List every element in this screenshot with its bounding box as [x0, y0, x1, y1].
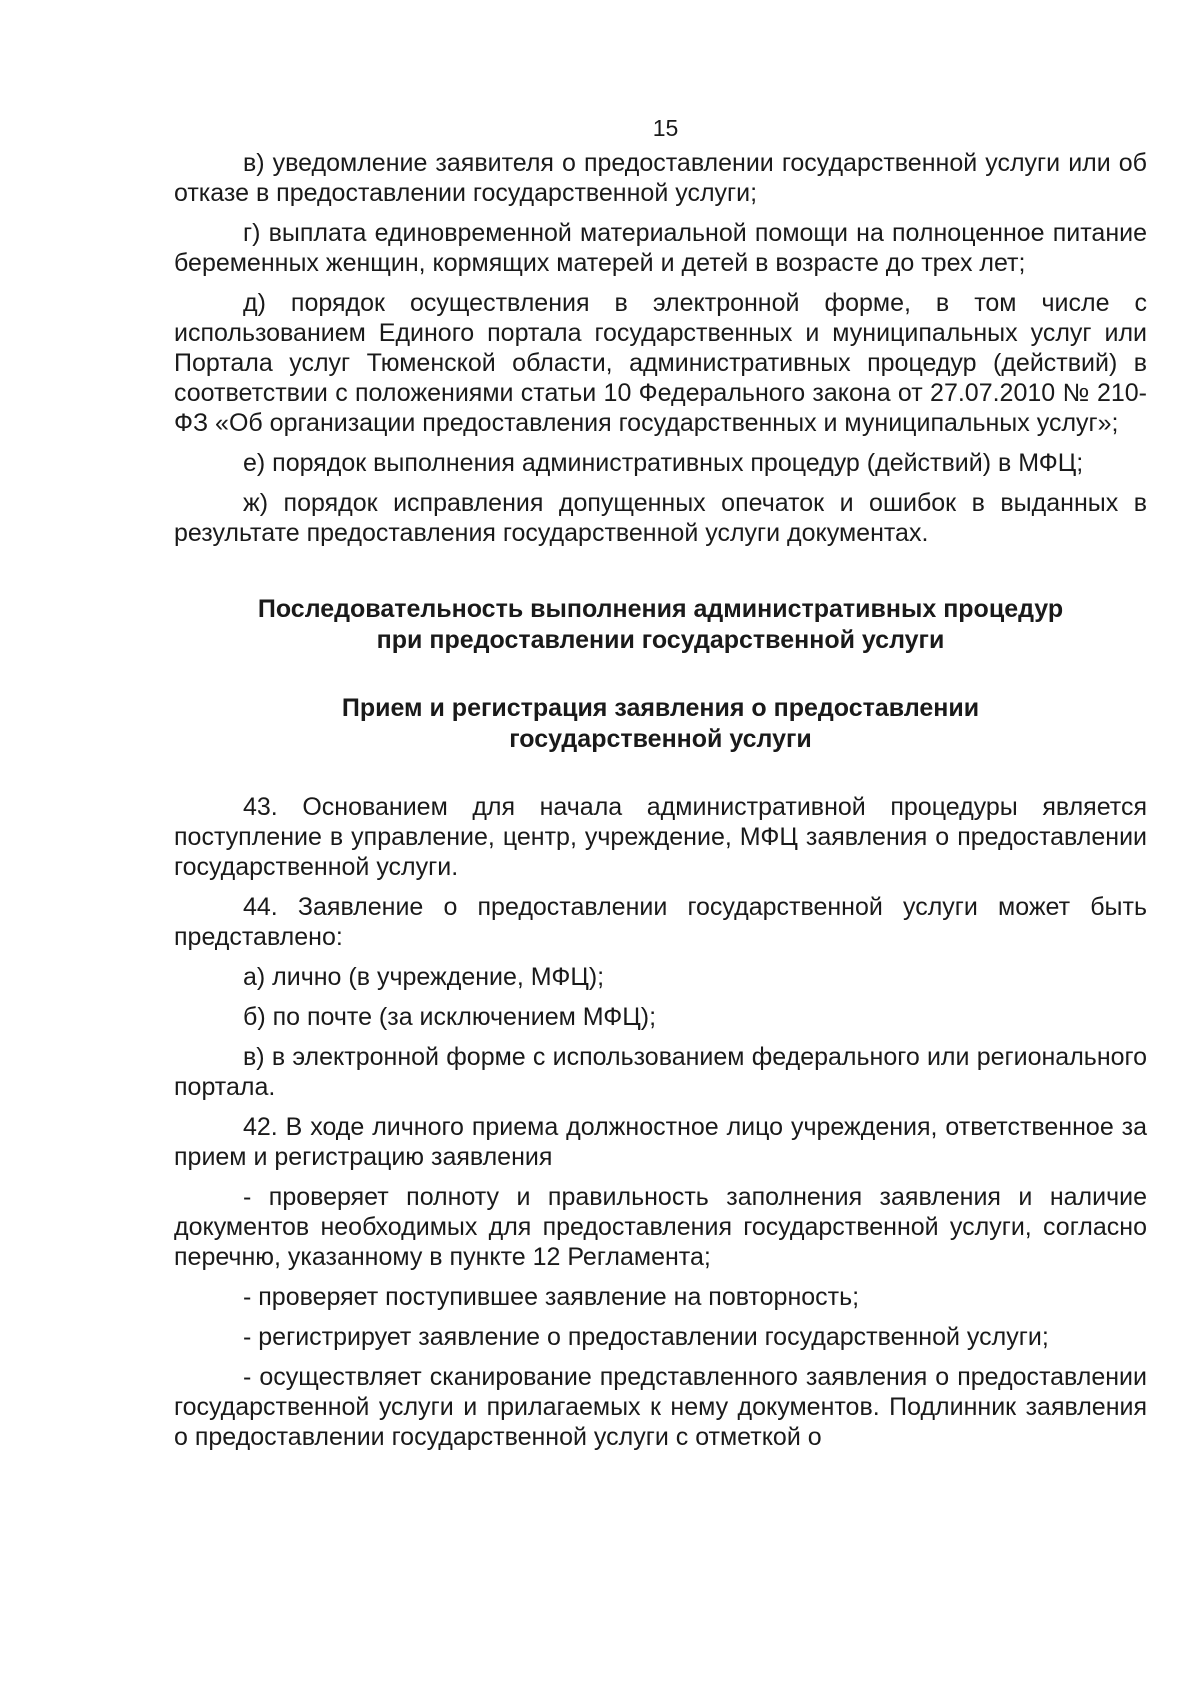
list-item-scanning: - осуществляет сканирование представленного заявления о предоставлении государственной услуги и прилагаемых к нему документов. Подлинник заявления о предоставлении государственной услуги с отметкой о [174, 1363, 1147, 1451]
paragraph-42: 42. В ходе личного приема должностное лицо учреждения, ответственное за прием и регистрацию заявления [174, 1113, 1147, 1171]
list-item-checks-completeness: - проверяет полноту и правильность заполнения заявления и наличие документов необходимых для предоставления государственной услуги, согласно перечню, указанному в пункте 12 Регламента; [174, 1183, 1147, 1271]
list-item-a: а) лично (в учреждение, МФЦ); [243, 963, 605, 991]
subsection-heading [174, 693, 1147, 755]
list-item-checks-repetition: - проверяет поступившее заявление на повторность; [243, 1283, 860, 1311]
list-item-v: в) в электронной форме с использованием федерального или регионального портала. [174, 1043, 1147, 1101]
list-item-registers: - регистрирует заявление о предоставлении государственной услуги; [243, 1323, 1049, 1351]
list-item-b: б) по почте (за исключением МФЦ); [243, 1003, 657, 1031]
paragraph-43: 43. Основанием для начала административной процедуры является поступление в управление, центр, учреждение, МФЦ заявления о предоставлении государственной услуги. [174, 793, 1147, 881]
paragraph-g-payment: г) выплата единовременной материальной помощи на полноценное питание беременных женщин, кормящих матерей и детей в возрасте до трех лет; [174, 219, 1147, 277]
paragraph-d-electronic: д) порядок осуществления в электронной форме, в том числе с использованием Единого портала государственных и муниципальных услуг или Портала услуг Тюменской области, административных процедур (действий) в соответствии с положениями статьи 10 Федерального закона от 27.07.2010 № 210-ФЗ «Об организации предоставления государственных и муниципальных услуг»; [174, 289, 1147, 437]
paragraph-zh-corrections: ж) порядок исправления допущенных опечаток и ошибок в выданных в результате предоставления государственной услуги документах. [174, 489, 1147, 547]
section-heading-line-2: при предоставлении государственной услуги [376, 626, 945, 654]
section-heading [174, 594, 1147, 656]
paragraph-44: 44. Заявление о предоставлении государственной услуги может быть представлено: [174, 893, 1147, 951]
subsection-heading-line-1: Прием и регистрация заявления о предоставлении [341, 694, 980, 722]
page-number: 15 [652, 115, 679, 141]
section-heading-line-1: Последовательность выполнения административных процедур [257, 595, 1064, 623]
paragraph-e-mfc: е) порядок выполнения административных процедур (действий) в МФЦ; [243, 449, 1084, 477]
paragraph-v-notification: в) уведомление заявителя о предоставлении государственной услуги или об отказе в предоставлении государственной услуги; [174, 149, 1147, 207]
document-page [174, 108, 1147, 1462]
subsection-heading-line-2: государственной услуги [509, 725, 812, 753]
